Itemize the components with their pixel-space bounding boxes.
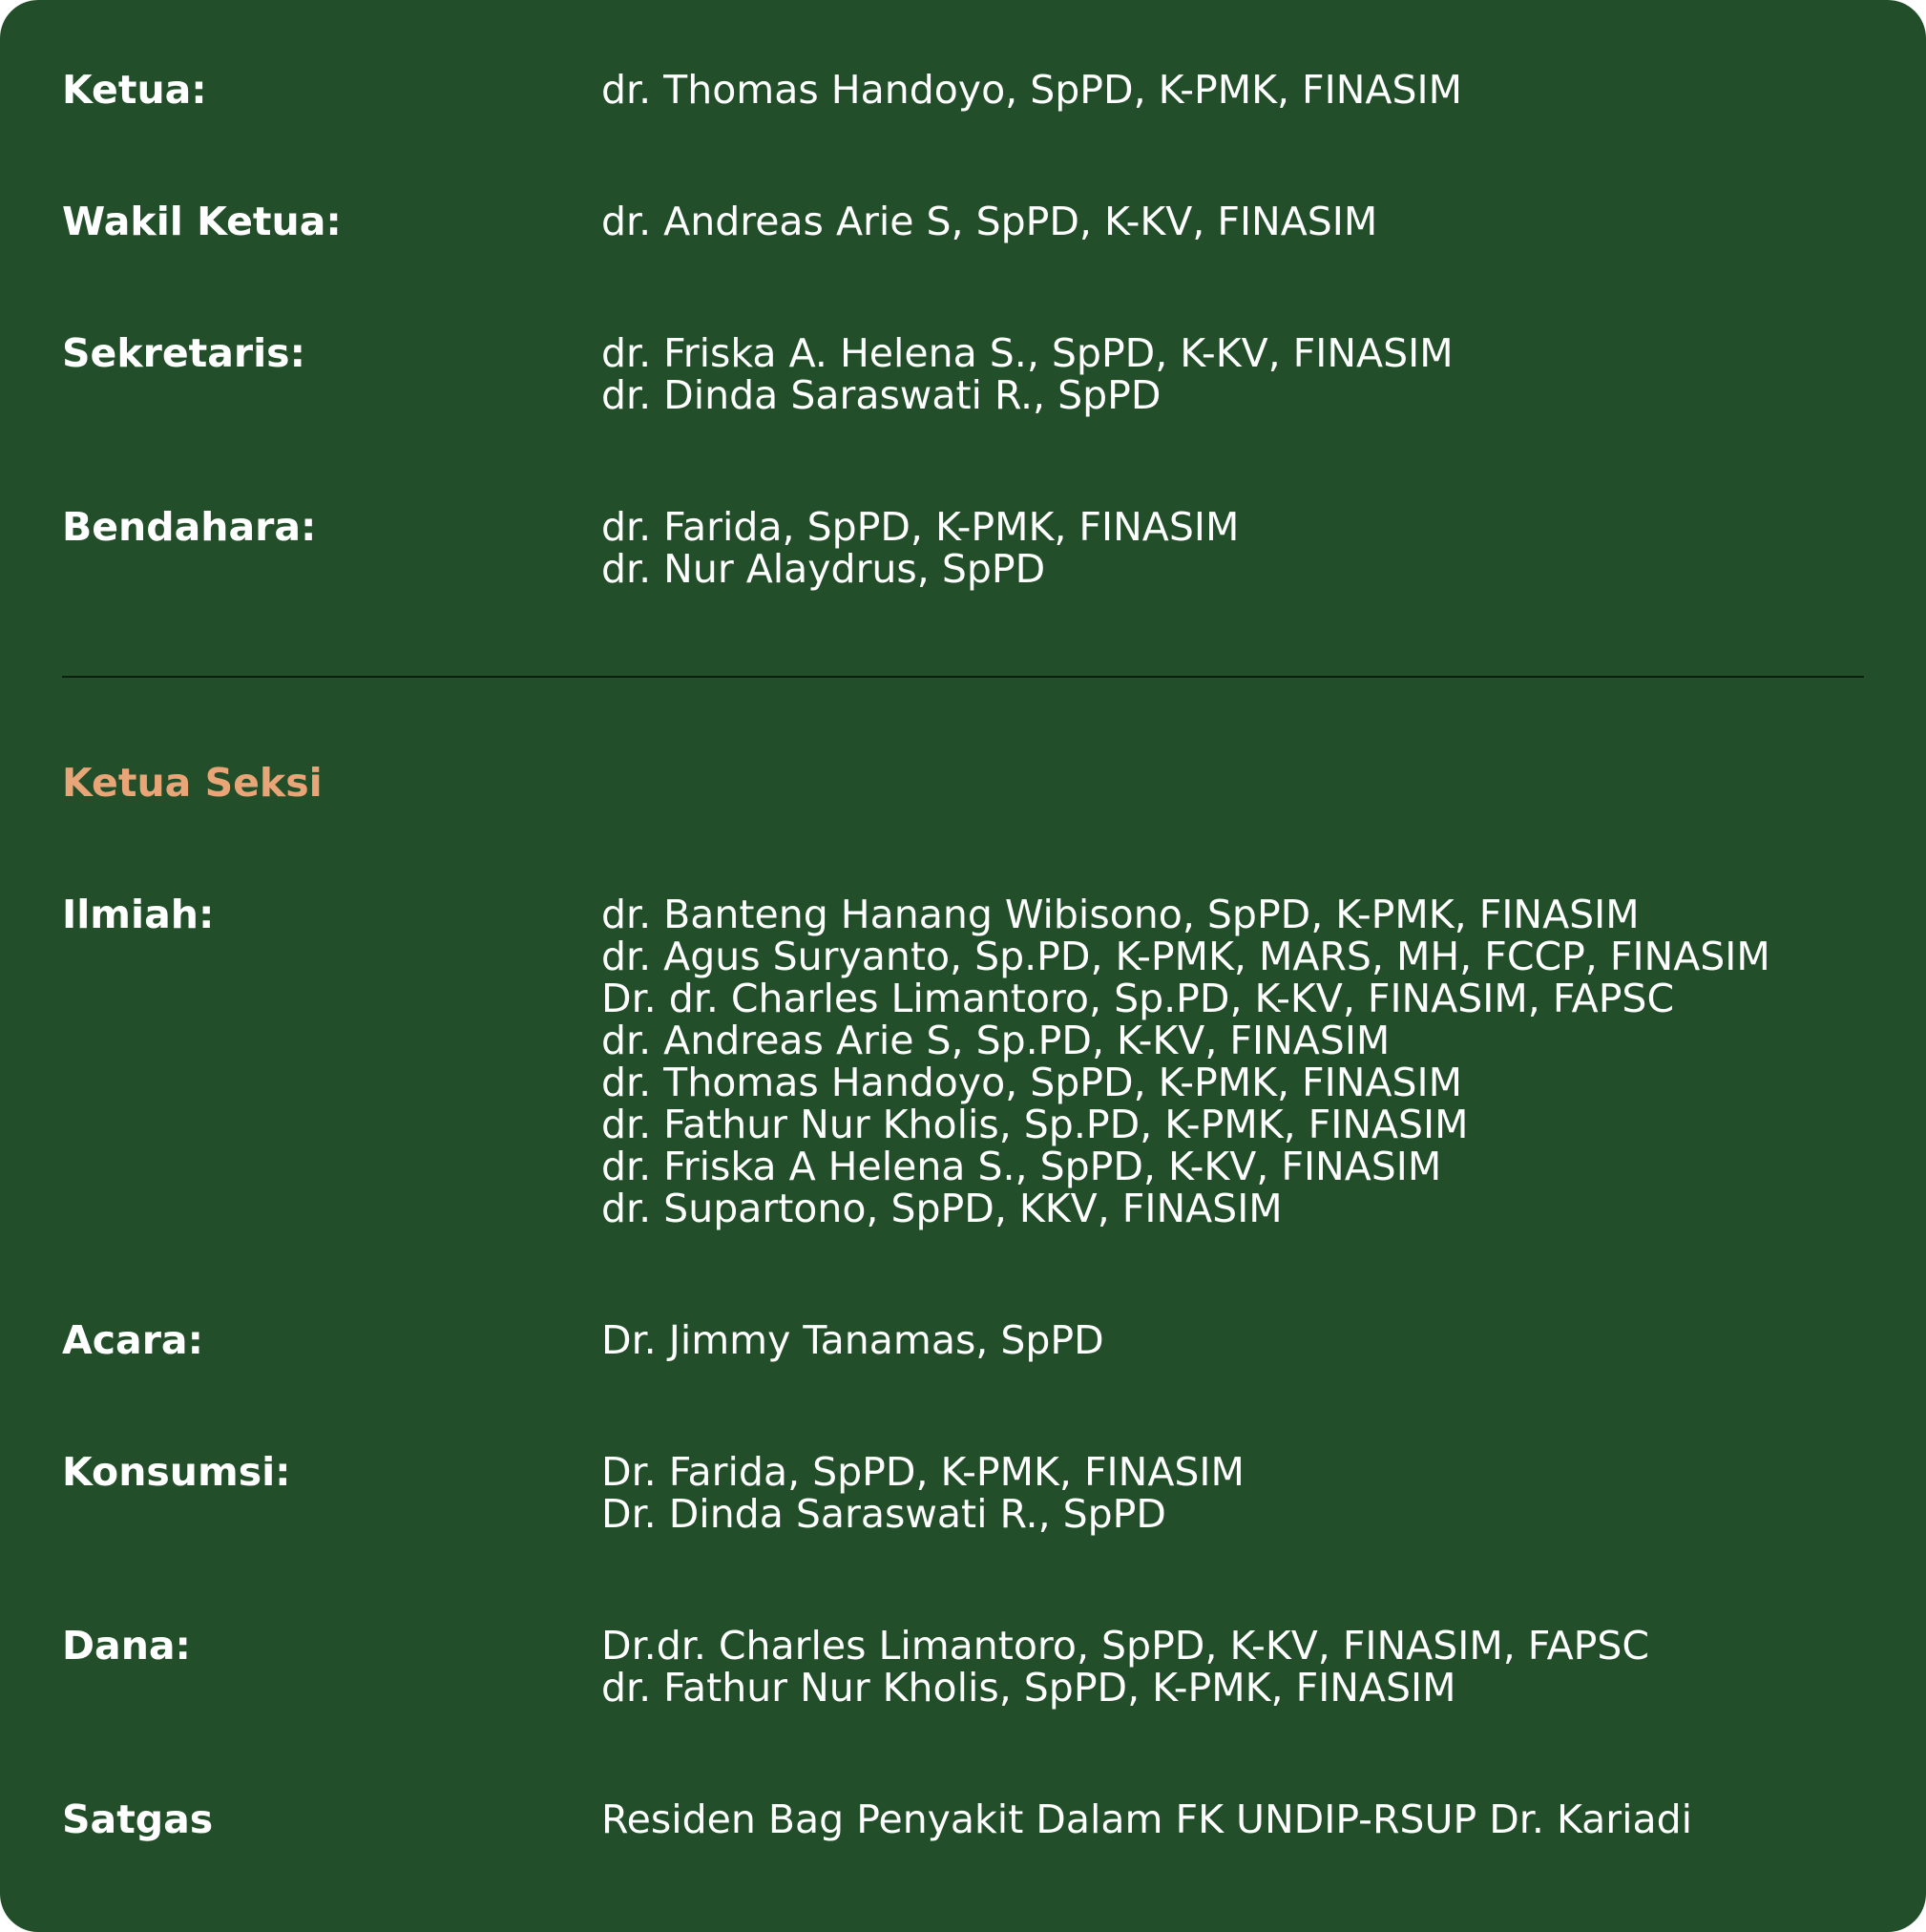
member-name: dr. Nur Alaydrus, SpPD [601, 546, 1046, 592]
role-label: Dana: [62, 1623, 191, 1669]
role-label: Satgas [62, 1796, 214, 1842]
member-names [601, 200, 1864, 242]
member-names [601, 332, 1864, 416]
committee-row-bendahara [62, 506, 1864, 590]
member-name: dr. Supartono, SpPD, KKV, FINASIM [601, 1186, 1283, 1231]
member-name: Dr.dr. Charles Limantoro, SpPD, K-KV, FINASIM, FAPSC [601, 1623, 1650, 1669]
member-names [601, 1625, 1864, 1709]
section-row-konsumsi [62, 1451, 1864, 1535]
role-label: Konsumsi: [62, 1449, 291, 1495]
section-row-acara [62, 1319, 1864, 1361]
role-label: Bendahara: [62, 504, 317, 550]
member-names [601, 1451, 1864, 1535]
role-label: Sekretaris: [62, 330, 305, 376]
member-name: Residen Bag Penyakit Dalam FK UNDIP-RSUP Dr. Kariadi [601, 1796, 1693, 1842]
member-name: dr. Friska A Helena S., SpPD, K-KV, FINASIM [601, 1144, 1442, 1189]
member-name: dr. Andreas Arie S, Sp.PD, K-KV, FINASIM [601, 1018, 1391, 1063]
member-name: dr. Agus Suryanto, Sp.PD, K-PMK, MARS, MH, FCCP, FINASIM [601, 934, 1770, 979]
committee-row-ketua [62, 69, 1864, 111]
member-name: dr. Dinda Saraswati R., SpPD [601, 372, 1162, 418]
member-name: dr. Farida, SpPD, K-PMK, FINASIM [601, 504, 1240, 550]
section-row-dana [62, 1625, 1864, 1709]
member-names [601, 1798, 1864, 1840]
role-label: Wakil Ketua: [62, 199, 342, 244]
section-row-satgas [62, 1798, 1864, 1840]
section-row-ilmiah [62, 893, 1864, 1229]
role-label: Ketua: [62, 67, 207, 113]
role-label: Acara: [62, 1317, 203, 1363]
member-name: dr. Andreas Arie S, SpPD, K-KV, FINASIM [601, 199, 1378, 244]
committee-row-wakil-ketua [62, 200, 1864, 242]
member-name: Dr. Farida, SpPD, K-PMK, FINASIM [601, 1449, 1245, 1495]
committee-row-sekretaris [62, 332, 1864, 416]
section-title: Ketua Seksi [62, 760, 323, 806]
role-label: Ilmiah: [62, 892, 215, 937]
member-name: dr. Thomas Handoyo, SpPD, K-PMK, FINASIM [601, 1060, 1462, 1105]
member-name: dr. Fathur Nur Kholis, Sp.PD, K-PMK, FINASIM [601, 1102, 1469, 1147]
member-name: Dr. Jimmy Tanamas, SpPD [601, 1317, 1104, 1363]
member-name: Dr. Dinda Saraswati R., SpPD [601, 1491, 1166, 1537]
member-name: dr. Friska A. Helena S., SpPD, K-KV, FINASIM [601, 330, 1454, 376]
member-names [601, 69, 1864, 111]
divider [62, 676, 1864, 678]
member-name: dr. Thomas Handoyo, SpPD, K-PMK, FINASIM [601, 67, 1462, 113]
member-names [601, 1319, 1864, 1361]
member-names [601, 893, 1864, 1229]
member-name: Dr. dr. Charles Limantoro, Sp.PD, K-KV, FINASIM, FAPSC [601, 976, 1675, 1021]
member-name: dr. Fathur Nur Kholis, SpPD, K-PMK, FINASIM [601, 1665, 1456, 1711]
member-name: dr. Banteng Hanang Wibisono, SpPD, K-PMK, FINASIM [601, 892, 1640, 937]
member-names [601, 506, 1864, 590]
